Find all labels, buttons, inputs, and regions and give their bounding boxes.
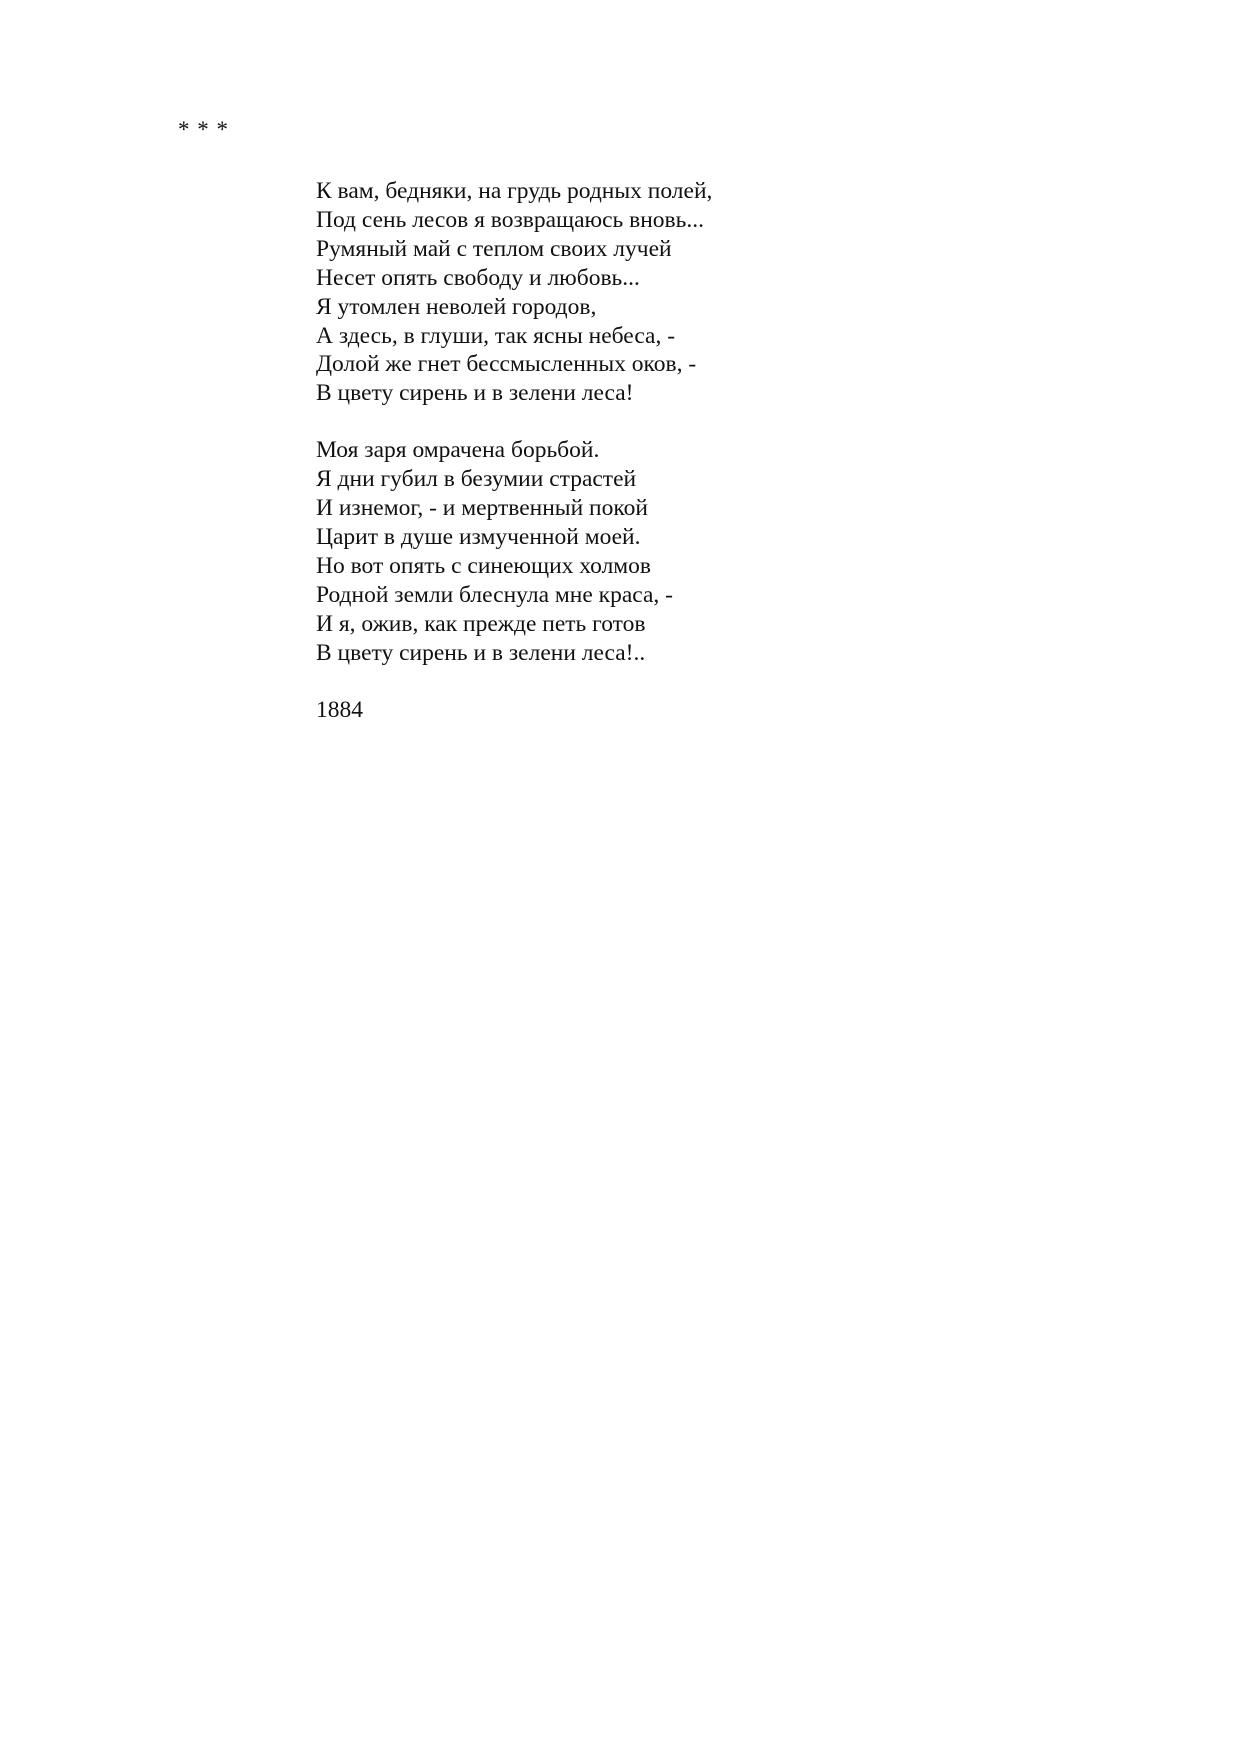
poem-line: Моя заря омрачена борьбой. — [316, 437, 600, 464]
poem-line: Я утомлен неволей городов, — [316, 293, 597, 320]
stanza-2 — [316, 436, 1016, 667]
poem-line: В цвету сирень и в зелени леса!.. — [316, 639, 646, 666]
poem-line: К вам, бедняки, на грудь родных полей, — [316, 178, 713, 204]
poem-line: И изнемог, - и мертвенный покой — [316, 495, 648, 522]
poem-line: Я дни губил в безумии страстей — [316, 466, 637, 493]
poem-line: Под сень лесов я возвращаюсь вновь... — [316, 206, 704, 233]
poem-line: Румяный май с теплом своих лучей — [316, 235, 672, 262]
stanza-1 — [316, 177, 1016, 408]
poem-line: А здесь, в глуши, так ясны небеса, - — [316, 322, 676, 349]
poem — [316, 177, 1016, 725]
poem-line: Царит в душе измученной моей. — [316, 523, 641, 550]
poem-line: Родной земли блеснула мне краса, - — [316, 581, 673, 608]
poem-date: 1884 — [316, 696, 363, 723]
poem-line: И я, ожив, как прежде петь готов — [316, 610, 646, 637]
section-separator: * * * — [178, 117, 229, 142]
poem-line: Несет опять свободу и любовь... — [316, 264, 640, 291]
poem-line: В цвету сирень и в зелени леса! — [316, 380, 634, 407]
poem-line: Но вот опять с синеющих холмов — [316, 552, 652, 579]
poem-line: Долой же гнет бессмысленных оков, - — [316, 351, 697, 378]
